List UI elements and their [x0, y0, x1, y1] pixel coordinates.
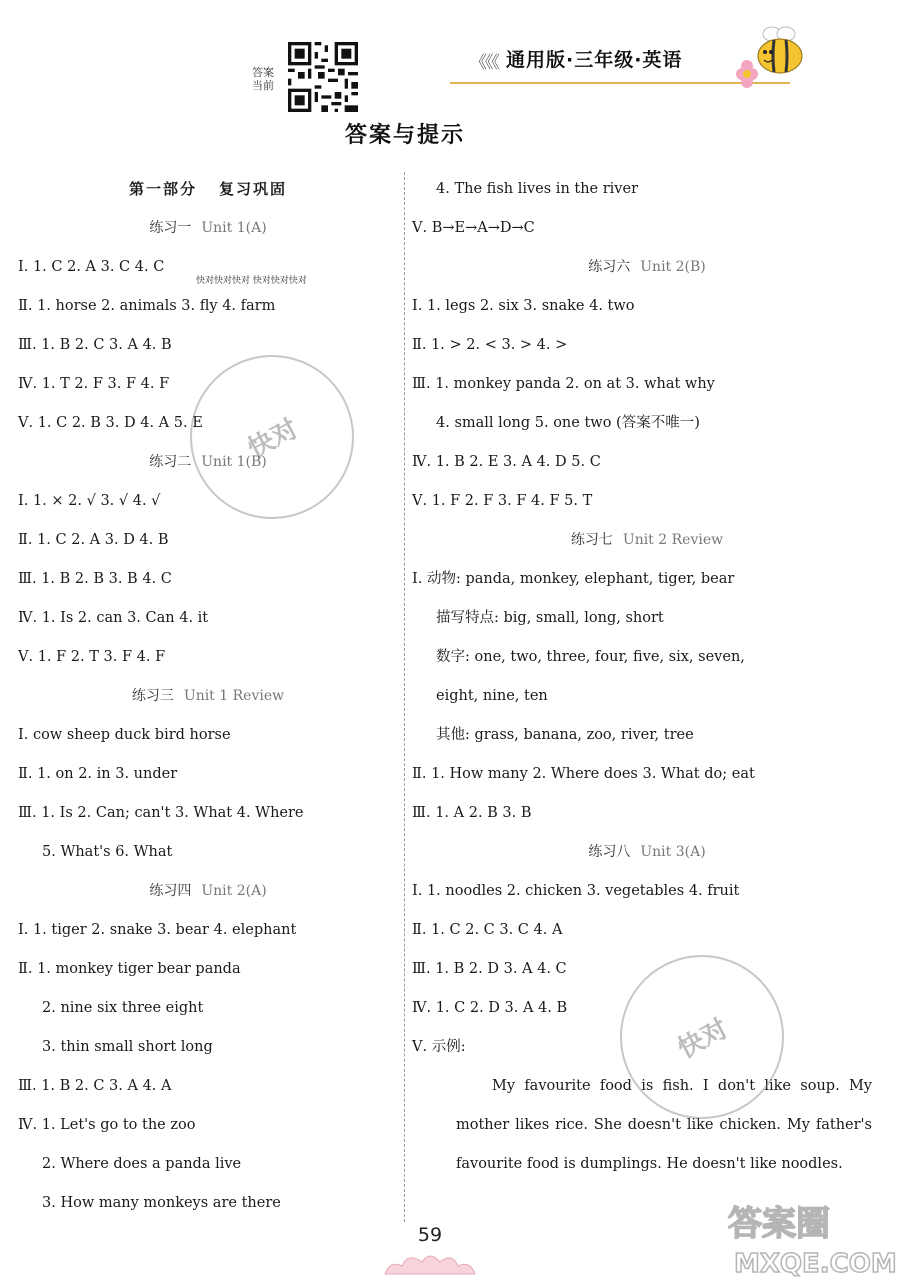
section-heading — [412, 833, 882, 872]
answer-line: Ⅱ. 1. > 2. < 3. > 4. > — [412, 337, 568, 353]
answer-line: Ⅳ. 1. C 2. D 3. A 4. B — [412, 1000, 568, 1016]
answer-line: 4. small long 5. one two (答案不唯一) — [436, 415, 700, 431]
answer-line: eight, nine, ten — [436, 688, 548, 704]
bee-flower-icon — [730, 22, 810, 92]
section-title: 练习七 — [570, 532, 613, 548]
page-number: 59 — [417, 1224, 443, 1246]
answer-line: Ⅱ. 1. C 2. A 3. D 4. B — [18, 532, 169, 548]
answer-line: 描写特点: big, small, long, short — [436, 610, 664, 626]
small-watermark: 快对快对快对 快对快对快对 — [196, 276, 307, 286]
answer-line: Ⅳ. 1. Is 2. can 3. Can 4. it — [18, 610, 209, 626]
answer-line: 数字: one, two, three, four, five, six, seven, — [436, 649, 745, 665]
section-title: 练习四 — [149, 883, 192, 899]
cloud-decoration-icon — [380, 1246, 480, 1276]
answer-line: Ⅲ. 1. B 2. B 3. B 4. C — [18, 571, 172, 587]
answer-line: Ⅴ. B→E→A→D→C — [412, 220, 535, 236]
answer-line: Ⅲ. 1. B 2. D 3. A 4. C — [412, 961, 567, 977]
answer-line: Ⅱ. 1. on 2. in 3. under — [18, 766, 178, 782]
corner-watermark-logo — [720, 1190, 900, 1280]
section-unit: Unit 1 Review — [183, 688, 285, 704]
section-unit: Unit 2 Review — [622, 532, 724, 548]
section-heading — [412, 521, 882, 560]
answer-line: Ⅴ. 1. F 2. T 3. F 4. F — [18, 649, 166, 665]
answer-line: 其他: grass, banana, zoo, river, tree — [436, 727, 694, 743]
section-title: 练习六 — [588, 259, 631, 275]
stamp-text: 快对 — [243, 413, 304, 465]
section-heading — [18, 677, 398, 716]
page-title: 答案与提示 — [344, 123, 465, 148]
part-number: 第一部分 — [128, 180, 197, 198]
answer-line: 2. nine six three eight — [42, 1000, 204, 1016]
answer-line: Ⅱ. 1. horse 2. animals 3. fly 4. farm — [18, 298, 276, 314]
answer-line: Ⅰ. 1. × 2. √ 3. √ 4. √ — [18, 493, 161, 509]
section-unit: Unit 1(B) — [201, 454, 267, 470]
part-heading — [18, 170, 398, 209]
svg-text:答案圈: 答案圈 — [728, 1204, 830, 1244]
column-divider — [404, 172, 405, 1222]
answer-line: Ⅲ. 1. Is 2. Can; can't 3. What 4. Where — [18, 805, 304, 821]
answer-line: Ⅰ. 动物: panda, monkey, elephant, tiger, bear — [412, 571, 735, 587]
section-unit: Unit 2(A) — [201, 883, 267, 899]
answer-line: Ⅲ. 1. monkey panda 2. on at 3. what why — [412, 376, 715, 392]
section-unit: Unit 3(A) — [640, 844, 706, 860]
right-column — [412, 170, 882, 1184]
answer-line: Ⅰ. 1. C 2. A 3. C 4. C — [18, 259, 165, 275]
sample-paragraph — [412, 1067, 882, 1184]
answer-line: Ⅱ. 1. C 2. C 3. C 4. A — [412, 922, 563, 938]
answer-line: Ⅳ. 1. B 2. E 3. A 4. D 5. C — [412, 454, 601, 470]
header-title: 通用版·三年级·英语 — [506, 49, 683, 71]
chevron-decoration: 《《《 — [470, 53, 498, 73]
page-header — [0, 0, 900, 120]
left-column — [18, 170, 398, 1223]
answer-line: 3. thin small short long — [42, 1039, 213, 1055]
stamp-text: 快对 — [673, 1013, 734, 1065]
answer-line: Ⅱ. 1. monkey tiger bear panda — [18, 961, 241, 977]
answer-line: Ⅰ. 1. noodles 2. chicken 3. vegetables 4. fruit — [412, 883, 740, 899]
answer-line: Ⅲ. 1. B 2. C 3. A 4. B — [18, 337, 172, 353]
answer-line: 4. The fish lives in the river — [436, 181, 639, 197]
section-title: 练习一 — [149, 220, 192, 236]
section-title: 练习二 — [149, 454, 192, 470]
section-unit: Unit 2(B) — [640, 259, 706, 275]
part-title: 复习巩固 — [219, 180, 288, 198]
answer-line: Ⅳ. 1. Let's go to the zoo — [18, 1117, 196, 1133]
section-title: 练习三 — [131, 688, 174, 704]
answer-line: Ⅰ. 1. legs 2. six 3. snake 4. two — [412, 298, 635, 314]
qr-label: 答案当前 — [252, 66, 274, 92]
answer-line: Ⅳ. 1. T 2. F 3. F 4. F — [18, 376, 170, 392]
answer-line: 2. Where does a panda live — [42, 1156, 242, 1172]
section-heading — [18, 872, 398, 911]
answer-line: 5. What's 6. What — [42, 844, 173, 860]
section-heading — [18, 443, 398, 482]
paragraph-text: My favourite food is fish. I don't like soup. My mother likes rice. She doesn't like chicken. My father's favourite food is dumplings. He doesn't like noodles. — [456, 1078, 872, 1172]
answer-line: Ⅴ. 1. C 2. B 3. D 4. A 5. E — [18, 415, 203, 431]
qr-code-icon — [288, 42, 358, 112]
answer-line: 3. How many monkeys are there — [42, 1195, 281, 1211]
answer-line: Ⅰ. 1. tiger 2. snake 3. bear 4. elephant — [18, 922, 297, 938]
answer-line: Ⅲ. 1. A 2. B 3. B — [412, 805, 532, 821]
svg-text:MXQE.COM: MXQE.COM — [734, 1249, 897, 1279]
page-footer — [380, 1218, 480, 1278]
answer-line: Ⅴ. 示例: — [412, 1039, 466, 1055]
section-heading — [18, 209, 398, 248]
section-heading — [412, 248, 882, 287]
flower-icon — [736, 60, 758, 88]
answer-line: Ⅲ. 1. B 2. C 3. A 4. A — [18, 1078, 172, 1094]
section-unit: Unit 1(A) — [201, 220, 267, 236]
section-title: 练习八 — [588, 844, 631, 860]
answer-line: Ⅰ. cow sheep duck bird horse — [18, 727, 231, 743]
answer-line: Ⅱ. 1. How many 2. Where does 3. What do; eat — [412, 766, 755, 782]
answer-line: Ⅴ. 1. F 2. F 3. F 4. F 5. T — [412, 493, 593, 509]
